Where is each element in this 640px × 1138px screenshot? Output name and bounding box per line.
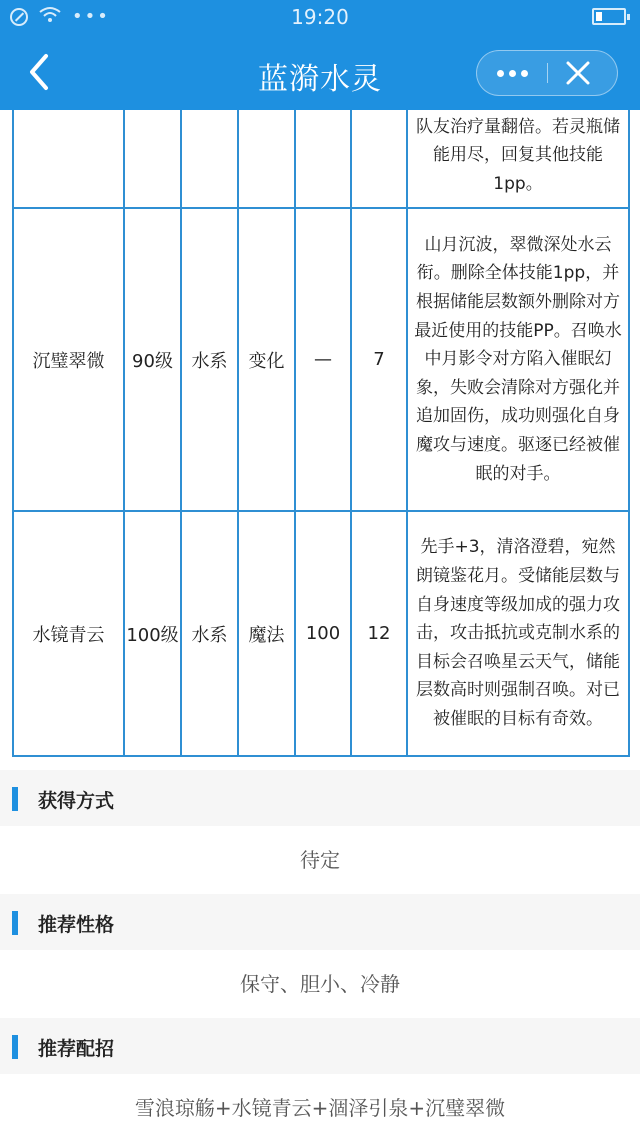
close-icon xyxy=(565,60,591,86)
section-header-moveset xyxy=(0,1018,640,1074)
skill-level xyxy=(124,110,181,208)
section-title: 获得方式 xyxy=(38,790,115,812)
skill-category: 魔法 xyxy=(238,511,295,756)
section-content-moveset: 雪浪琼觞+水镜青云+涸泽引泉+沉璧翠微 xyxy=(0,1074,640,1138)
skill-element: 水系 xyxy=(181,511,238,756)
section-accent-bar xyxy=(12,1035,18,1059)
more-dot xyxy=(521,70,528,77)
nav-bar xyxy=(0,34,640,110)
skills-table xyxy=(12,110,630,757)
more-dot xyxy=(497,70,504,77)
section-title: 推荐配招 xyxy=(38,1038,115,1060)
skill-description: 山月沉波，翠微深处水云衔。删除全体技能1pp，并根据储能层数额外删除对方最近使用的技能PP。召唤水中月影令对方陷入催眠幻象，失败会清除对方强化并追加固伤，成功则强化自身魔攻与速度。驱逐已经被催眠的对手。 xyxy=(407,208,629,511)
section-accent-bar xyxy=(12,911,18,935)
skill-pp: 7 xyxy=(351,208,407,511)
section-title: 推荐性格 xyxy=(38,914,115,936)
capsule-divider xyxy=(547,63,548,83)
skill-pp: 12 xyxy=(351,511,407,756)
skill-name xyxy=(13,110,124,208)
skill-power: — xyxy=(295,208,351,511)
skill-category: 变化 xyxy=(238,208,295,511)
more-dots-icon: ••• xyxy=(72,6,110,27)
skill-description: 先手+3，清洛澄碧，宛然朗镜鉴花月。受储能层数与自身速度等级加成的强力攻击，攻击抵抗或克制水系的目标会召唤星云天气，储能层数高时则强制召唤。对已被催眠的目标有奇效。 xyxy=(407,511,629,756)
skill-description: 队友治疗量翻倍。若灵瓶储能用尽，回复其他技能1pp。 xyxy=(407,110,629,208)
more-dot xyxy=(509,70,516,77)
section-header-obtain xyxy=(0,770,640,826)
section-header-nature xyxy=(0,894,640,950)
skill-name: 沉璧翠微 xyxy=(13,208,124,511)
more-button[interactable] xyxy=(477,51,547,95)
skill-level: 90级 xyxy=(124,208,181,511)
skills-table-container[interactable] xyxy=(0,110,640,770)
skill-element: 水系 xyxy=(181,208,238,511)
status-time: 19:20 xyxy=(291,5,349,29)
page-title: 蓝漪水灵 xyxy=(258,62,382,97)
table-row xyxy=(13,208,629,511)
section-accent-bar xyxy=(12,787,18,811)
table-row xyxy=(13,511,629,756)
mini-program-capsule xyxy=(476,50,618,96)
skill-power xyxy=(295,110,351,208)
battery-icon xyxy=(592,8,626,25)
section-content-obtain: 待定 xyxy=(0,826,640,894)
skill-category xyxy=(238,110,295,208)
skill-level: 100级 xyxy=(124,511,181,756)
skill-name: 水镜青云 xyxy=(13,511,124,756)
skill-element xyxy=(181,110,238,208)
table-row xyxy=(13,110,629,208)
battery-level xyxy=(596,12,602,21)
skill-pp xyxy=(351,110,407,208)
close-button[interactable] xyxy=(565,60,591,86)
status-bar xyxy=(0,0,640,34)
skill-power: 100 xyxy=(295,511,351,756)
section-content-nature: 保守、胆小、冷静 xyxy=(0,950,640,1018)
